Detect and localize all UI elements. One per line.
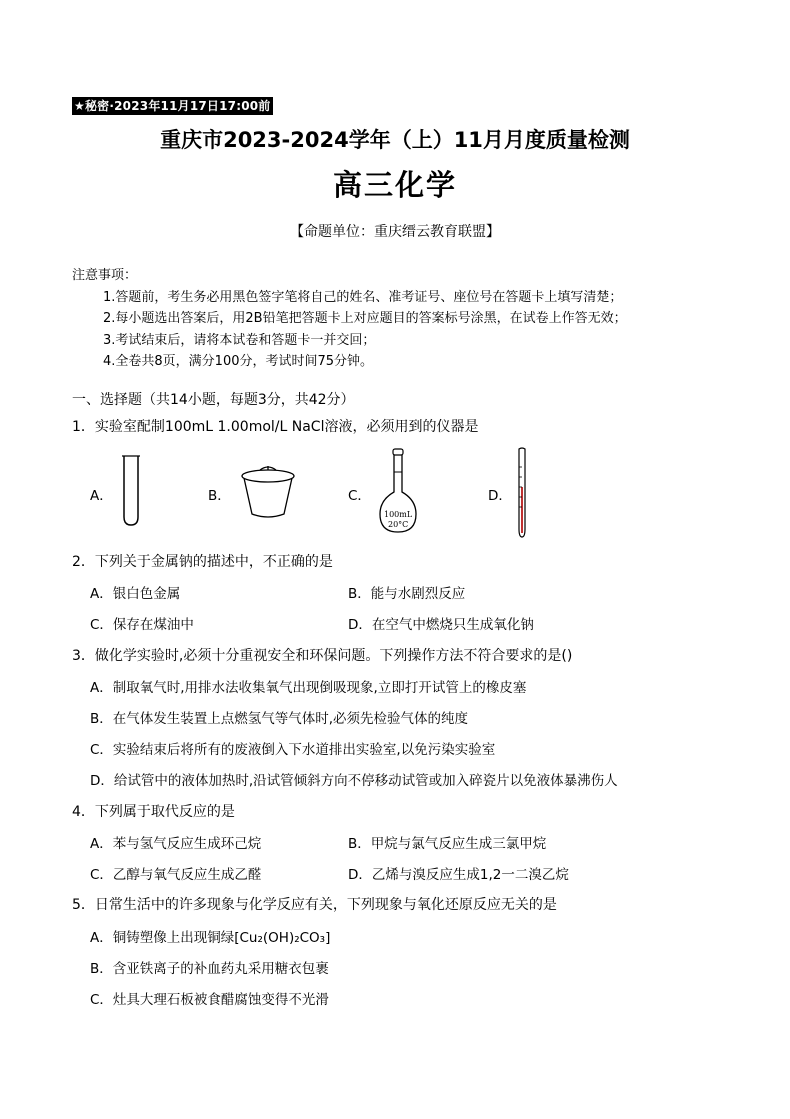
option-text: C．灶具大理石板被食醋腐蚀变得不光滑 [90,992,329,1008]
option-label: D． [488,488,512,504]
notes-heading: 注意事项： [72,268,138,283]
notes-item: 3.考试结束后，请将本试卷和答题卡一并交回； [103,333,376,348]
option-text: B．能与水剧烈反应 [348,586,466,602]
option-label: B． [208,488,231,504]
question-stem: 1．实验室配制100mL 1.00mol/L NaCl溶液，必须用到的仪器是 [72,419,479,435]
option-text: A．银白色金属 [90,586,181,602]
notes-item: 2.每小题选出答案后，用2B铅笔把答题卡上对应题目的答案标号涂黑，在试卷上作答无效； [103,311,627,326]
test-tube-icon [120,455,142,527]
notes-item: 4.全卷共8页，满分100分，考试时间75分钟。 [103,354,374,369]
exam-title: 重庆市2023-2024学年（上）11月月度质量检测 [160,128,630,152]
option-text: B．甲烷与氯气反应生成三氯甲烷 [348,836,547,852]
thermometer-icon [516,447,528,539]
flask-volume-label: 100mL [384,510,413,519]
flask-temp-label: 20°C [388,520,409,529]
question-stem: 2．下列关于金属钠的描述中，不正确的是 [72,554,333,570]
option-text: C．保存在煤油中 [90,617,194,633]
option-text: D．给试管中的液体加热时,沿试管倾斜方向不停移动试管或加入碎瓷片以免液体暴沸伤人 [90,773,618,789]
crucible-icon [238,462,298,520]
option-text: C．实验结束后将所有的废液倒入下水道排出实验室,以免污染实验室 [90,742,496,758]
option-label: C． [348,488,371,504]
option-text: D．乙烯与溴反应生成1,2一二溴乙烷 [348,867,569,883]
option-text: B．在气体发生装置上点燃氢气等气体时,必须先检验气体的纯度 [90,711,469,727]
option-text: D．在空气中燃烧只生成氧化钠 [348,617,534,633]
option-text: A．制取氧气时,用排水法收集氧气出现倒吸现象,立即打开试管上的橡皮塞 [90,680,527,696]
notes-item: 1.答题前，考生务必用黑色签字笔将自己的姓名、准考证号、座位号在答题卡上填写清楚； [103,290,623,305]
option-text: A．苯与氢气反应生成环己烷 [90,836,262,852]
question-stem: 4．下列属于取代反应的是 [72,804,235,820]
option-label: A． [90,488,113,504]
question-stem: 3．做化学实验时,必须十分重视安全和环保问题。下列操作方法不符合要求的是() [72,648,573,664]
confidential-mark: ★秘密·2023年11月17日17:00前 [74,99,271,113]
section-heading: 一、选择题（共14小题，每题3分，共42分） [72,392,355,408]
option-text: A．铜铸塑像上出现铜绿[Cu₂(OH)₂CO₃] [90,930,331,946]
question-stem: 5．日常生活中的许多现象与化学反应有关，下列现象与氧化还原反应无关的是 [72,897,557,913]
option-text: C．乙醇与氧气反应生成乙醛 [90,867,262,883]
exam-unit: 【命题单位：重庆缙云教育联盟】 [290,224,500,240]
option-text: B．含亚铁离子的补血药丸采用糖衣包裹 [90,961,329,977]
exam-subject: 高三化学 [332,168,457,202]
